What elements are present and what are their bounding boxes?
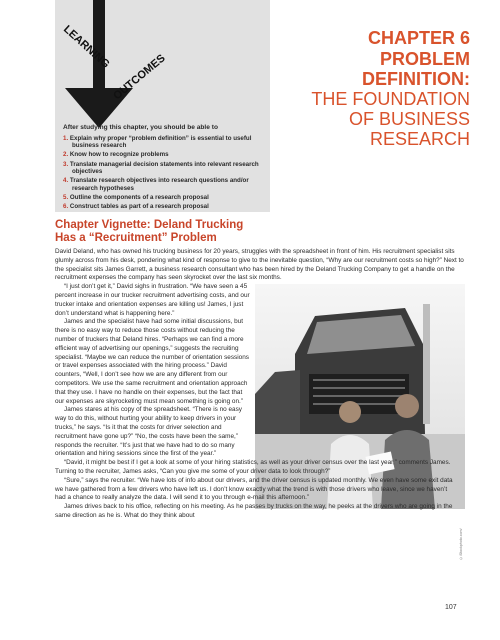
body-paragraph: “Sure,” says the recruiter. “We have lots of info about our drivers, and the driver census is updated monthly. We even have some exit data we have gathered from a few drivers who have left us. I don’t know exactly what the trend is with those drivers who leave, since we haven’t had a chance to really analyze the data. I will send it to you through e-mail this afternoon.” xyxy=(55,476,453,502)
body-paragraph: James and the specialist have had some initial discussions, but there is no easy way to reduce those costs without reducing the number of truckers that Deland hires. “Perhaps we can find a more efficient way of advertising our openings,” suggests the recruiting specialist. “Maybe we can reduce the number of orientation sessions or travel expenses associated with the hiring process.” David counters, “Well, I don’t see how we are any different from our competitors. We use the same recruitment and orientation approach that they use. I have no handle on their expenses, but the fact that our expenses are skyrocketing must mean something is going on.” xyxy=(55,318,249,405)
body-paragraph: “David, it might be best if I get a look at some of your hiring statistics, as well as your driver census over the last year,” comments James. Turning to the recruiter, James asks, “Can you give me some of your driver data to look through?” xyxy=(55,459,451,475)
down-arrow-icon xyxy=(55,0,255,130)
outcome-item: 1. Explain why proper “problem definition” is essential to useful business research xyxy=(63,134,252,150)
vignette-title: Chapter Vignette: Deland Trucking Has a “Recruitment” Problem xyxy=(55,219,244,244)
body-paragraph: James stares at his copy of the spreadsheet. “There is no easy way to do this, without hurting your ability to keep drivers in your trucks,” he says. “Is it that the costs for driver selection and recruitment have gone up?” “No, the costs have been the same,” responds the recruiter. “It’s just that we have had to do so many orientation and hiring sessions since the first of the year.” xyxy=(55,406,242,458)
body-paragraph: David Deland, who has owned his trucking business for 20 years, struggles with the spreadsheet in front of him. His recruitment specialist sits glumly across from his desk, pondering what kind of response to give to the inevitable question, “Why are our recruitment costs so high?” Next to the specialist sits James Garrett, a business research consultant who has been hired by the Deland Trucking Company to get a handle on the recruitment expenses the company has seen skyrocket over the last six months. xyxy=(55,248,464,282)
outcome-item: 2. Know how to recognize problems xyxy=(63,151,169,159)
body-paragraph: James drives back to his office, reflecting on his meeting. As he passes by trucks on the way, he peeks at the drivers who are going in the same direction as he is. What do they think about xyxy=(55,503,453,519)
chapter-subtitle-line: THE FOUNDATION xyxy=(311,89,470,109)
outcome-item: 3. Translate managerial decision statements into relevant research objectives xyxy=(63,160,259,176)
outcomes-intro: After studying this chapter, you should be able to xyxy=(63,124,218,131)
learning-outcomes-list xyxy=(63,124,263,213)
learning-banner-text: LEARNING xyxy=(60,23,112,71)
outcome-item: 6. Construct tables as part of a research proposal xyxy=(63,203,209,211)
outcome-item: 5. Outline the components of a research proposal xyxy=(63,194,209,202)
page-number: 107 xyxy=(445,604,457,611)
photo-credit: ©iStockphoto.com/ xyxy=(459,528,463,560)
chapter-title-line: PROBLEM xyxy=(380,49,470,69)
chapter-subtitle-line: OF BUSINESS xyxy=(348,109,470,129)
chapter-label: CHAPTER 6 xyxy=(367,28,470,48)
outcomes-banner-text: OUTCOMES xyxy=(111,52,168,103)
chapter-title-line: DEFINITION: xyxy=(362,69,470,89)
body-paragraph: “I just don’t get it,” David sighs in frustration. “We have seen a 45 percent increase in our trucker recruitment advertising costs, and our trucker intake and orientation expenses are killing us! James, I just don’t understand what is happening here.” xyxy=(55,283,250,317)
learning-outcomes-panel xyxy=(55,0,270,212)
chapter-subtitle-line: RESEARCH xyxy=(369,129,470,149)
chapter-heading xyxy=(270,28,470,149)
outcome-item: 4. Translate research objectives into research questions and/or research hypotheses xyxy=(63,177,249,192)
vignette-body xyxy=(55,248,465,521)
